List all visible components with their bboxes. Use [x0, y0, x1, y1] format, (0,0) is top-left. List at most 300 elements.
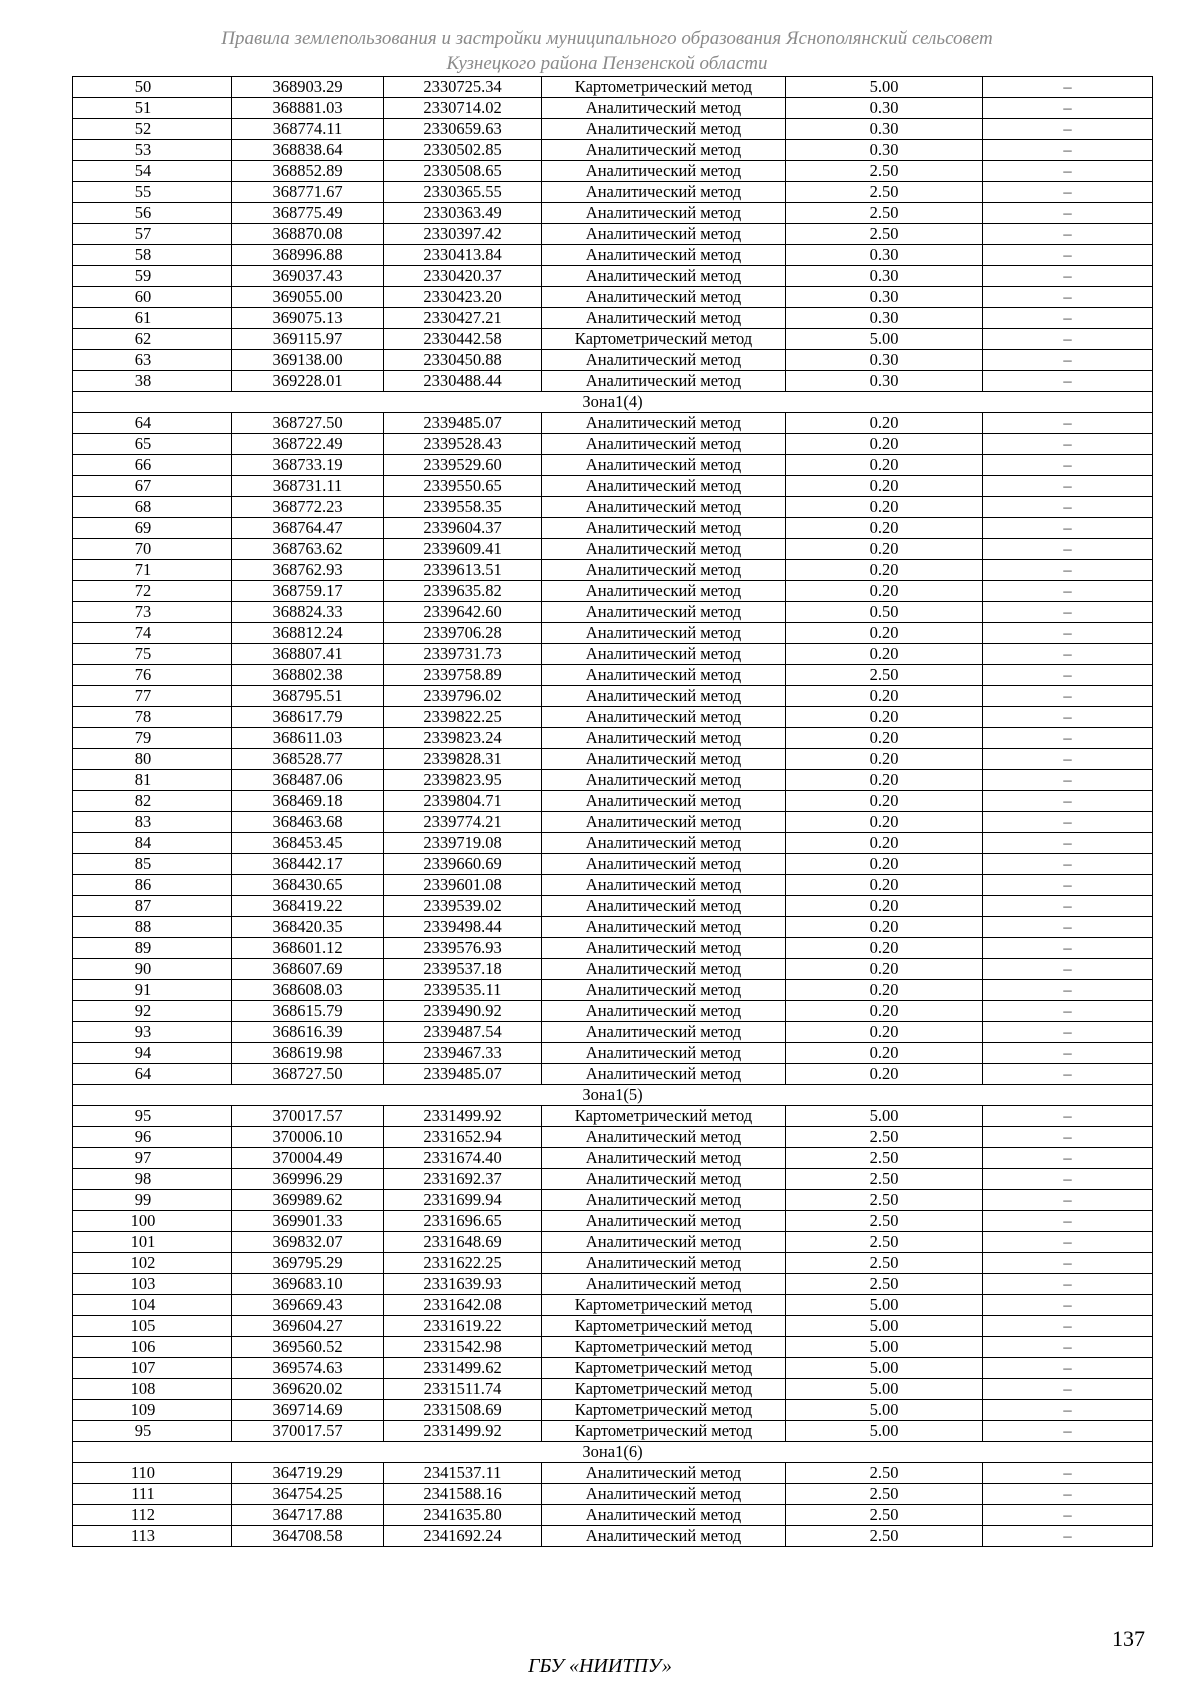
description-cell: –	[983, 581, 1153, 602]
description-cell: –	[983, 1274, 1153, 1295]
coordinate-x-cell: 369604.27	[232, 1316, 384, 1337]
table-row	[73, 1232, 1153, 1253]
method-cell: Аналитический метод	[542, 1064, 786, 1085]
precision-cell: 0.20	[786, 686, 983, 707]
precision-cell: 0.20	[786, 497, 983, 518]
method-cell: Аналитический метод	[542, 938, 786, 959]
table-row	[73, 812, 1153, 833]
description-cell: –	[983, 1190, 1153, 1211]
precision-cell: 5.00	[786, 1421, 983, 1442]
point-number-cell: 93	[73, 1022, 232, 1043]
description-cell: –	[983, 602, 1153, 623]
coordinate-y-cell: 2339498.44	[384, 917, 542, 938]
coordinate-y-cell: 2339576.93	[384, 938, 542, 959]
precision-cell: 0.20	[786, 833, 983, 854]
table-row	[73, 644, 1153, 665]
coordinate-y-cell: 2331499.92	[384, 1106, 542, 1127]
point-number-cell: 81	[73, 770, 232, 791]
description-cell: –	[983, 98, 1153, 119]
method-cell: Аналитический метод	[542, 1232, 786, 1253]
precision-cell: 0.20	[786, 875, 983, 896]
coordinate-x-cell: 368608.03	[232, 980, 384, 1001]
table-row	[73, 623, 1153, 644]
table-row	[73, 539, 1153, 560]
table-row	[73, 1295, 1153, 1316]
description-cell: –	[983, 917, 1153, 938]
description-cell: –	[983, 896, 1153, 917]
point-number-cell: 63	[73, 350, 232, 371]
coordinate-x-cell: 369075.13	[232, 308, 384, 329]
method-cell: Аналитический метод	[542, 581, 786, 602]
description-cell: –	[983, 854, 1153, 875]
table-row	[73, 266, 1153, 287]
precision-cell: 0.20	[786, 917, 983, 938]
point-number-cell: 70	[73, 539, 232, 560]
description-cell: –	[983, 560, 1153, 581]
description-cell: –	[983, 791, 1153, 812]
precision-cell: 2.50	[786, 1526, 983, 1547]
point-number-cell: 66	[73, 455, 232, 476]
method-cell: Аналитический метод	[542, 686, 786, 707]
precision-cell: 2.50	[786, 665, 983, 686]
coordinate-y-cell: 2330714.02	[384, 98, 542, 119]
table-row	[73, 245, 1153, 266]
coordinate-x-cell: 368419.22	[232, 896, 384, 917]
point-number-cell: 111	[73, 1484, 232, 1505]
coordinate-y-cell: 2339537.18	[384, 959, 542, 980]
point-number-cell: 89	[73, 938, 232, 959]
table-row	[73, 350, 1153, 371]
method-cell: Картометрический метод	[542, 1295, 786, 1316]
zone-header-row	[73, 1085, 1153, 1106]
precision-cell: 2.50	[786, 1274, 983, 1295]
method-cell: Аналитический метод	[542, 875, 786, 896]
point-number-cell: 56	[73, 203, 232, 224]
coordinate-x-cell: 368824.33	[232, 602, 384, 623]
table-row	[73, 329, 1153, 350]
point-number-cell: 71	[73, 560, 232, 581]
zone-label: Зона1(6)	[73, 1442, 1153, 1463]
table-row	[73, 1421, 1153, 1442]
coordinate-y-cell: 2331692.37	[384, 1169, 542, 1190]
point-number-cell: 95	[73, 1106, 232, 1127]
point-number-cell: 100	[73, 1211, 232, 1232]
method-cell: Аналитический метод	[542, 812, 786, 833]
coordinate-y-cell: 2330488.44	[384, 371, 542, 392]
coordinate-x-cell: 368453.45	[232, 833, 384, 854]
description-cell: –	[983, 119, 1153, 140]
method-cell: Картометрический метод	[542, 1316, 786, 1337]
zone-label: Зона1(5)	[73, 1085, 1153, 1106]
coordinate-y-cell: 2331699.94	[384, 1190, 542, 1211]
point-number-cell: 55	[73, 182, 232, 203]
coordinate-y-cell: 2331499.92	[384, 1421, 542, 1442]
point-number-cell: 101	[73, 1232, 232, 1253]
coordinate-x-cell: 368881.03	[232, 98, 384, 119]
description-cell: –	[983, 308, 1153, 329]
table-row	[73, 1127, 1153, 1148]
precision-cell: 0.20	[786, 1064, 983, 1085]
coordinate-x-cell: 369832.07	[232, 1232, 384, 1253]
description-cell: –	[983, 1106, 1153, 1127]
description-cell: –	[983, 476, 1153, 497]
point-number-cell: 108	[73, 1379, 232, 1400]
table-row	[73, 77, 1153, 98]
precision-cell: 5.00	[786, 1106, 983, 1127]
precision-cell: 5.00	[786, 1358, 983, 1379]
method-cell: Аналитический метод	[542, 1253, 786, 1274]
coordinate-y-cell: 2330450.88	[384, 350, 542, 371]
precision-cell: 0.30	[786, 266, 983, 287]
table-row	[73, 1190, 1153, 1211]
point-number-cell: 91	[73, 980, 232, 1001]
point-number-cell: 61	[73, 308, 232, 329]
coordinate-y-cell: 2339528.43	[384, 434, 542, 455]
description-cell: –	[983, 455, 1153, 476]
table-row	[73, 1463, 1153, 1484]
coordinate-y-cell: 2339529.60	[384, 455, 542, 476]
precision-cell: 5.00	[786, 1337, 983, 1358]
point-number-cell: 109	[73, 1400, 232, 1421]
coordinate-y-cell: 2339642.60	[384, 602, 542, 623]
precision-cell: 2.50	[786, 161, 983, 182]
method-cell: Аналитический метод	[542, 1043, 786, 1064]
table-row	[73, 602, 1153, 623]
description-cell: –	[983, 1148, 1153, 1169]
table-row	[73, 1211, 1153, 1232]
coordinate-x-cell: 364708.58	[232, 1526, 384, 1547]
method-cell: Аналитический метод	[542, 539, 786, 560]
coordinate-y-cell: 2339490.92	[384, 1001, 542, 1022]
coordinates-table	[72, 76, 1153, 1547]
coordinate-x-cell: 368771.67	[232, 182, 384, 203]
table-row	[73, 938, 1153, 959]
precision-cell: 0.20	[786, 455, 983, 476]
coordinate-x-cell: 370017.57	[232, 1421, 384, 1442]
coordinate-x-cell: 368903.29	[232, 77, 384, 98]
description-cell: –	[983, 1463, 1153, 1484]
zone-label: Зона1(4)	[73, 392, 1153, 413]
running-header	[72, 26, 1142, 76]
description-cell: –	[983, 1421, 1153, 1442]
coordinate-y-cell: 2339539.02	[384, 896, 542, 917]
coordinate-y-cell: 2341537.11	[384, 1463, 542, 1484]
precision-cell: 0.20	[786, 896, 983, 917]
table-row	[73, 1358, 1153, 1379]
table-row	[73, 182, 1153, 203]
coordinate-x-cell: 368601.12	[232, 938, 384, 959]
table-row	[73, 896, 1153, 917]
description-cell: –	[983, 1127, 1153, 1148]
method-cell: Аналитический метод	[542, 833, 786, 854]
table-row	[73, 1022, 1153, 1043]
description-cell: –	[983, 686, 1153, 707]
method-cell: Аналитический метод	[542, 1274, 786, 1295]
point-number-cell: 90	[73, 959, 232, 980]
description-cell: –	[983, 1295, 1153, 1316]
precision-cell: 5.00	[786, 77, 983, 98]
coordinate-y-cell: 2331622.25	[384, 1253, 542, 1274]
point-number-cell: 52	[73, 119, 232, 140]
table-row	[73, 728, 1153, 749]
table-row	[73, 980, 1153, 1001]
point-number-cell: 87	[73, 896, 232, 917]
method-cell: Аналитический метод	[542, 1022, 786, 1043]
coordinate-x-cell: 369138.00	[232, 350, 384, 371]
description-cell: –	[983, 1232, 1153, 1253]
coordinate-x-cell: 368727.50	[232, 413, 384, 434]
method-cell: Картометрический метод	[542, 1379, 786, 1400]
coordinate-y-cell: 2330502.85	[384, 140, 542, 161]
description-cell: –	[983, 1043, 1153, 1064]
coordinate-x-cell: 368759.17	[232, 581, 384, 602]
table-row	[73, 1400, 1153, 1421]
coordinate-y-cell: 2330659.63	[384, 119, 542, 140]
coordinate-x-cell: 369669.43	[232, 1295, 384, 1316]
method-cell: Аналитический метод	[542, 518, 786, 539]
coordinate-x-cell: 368722.49	[232, 434, 384, 455]
table-row	[73, 1043, 1153, 1064]
description-cell: –	[983, 1526, 1153, 1547]
description-cell: –	[983, 812, 1153, 833]
point-number-cell: 68	[73, 497, 232, 518]
coordinate-y-cell: 2339823.95	[384, 770, 542, 791]
point-number-cell: 77	[73, 686, 232, 707]
point-number-cell: 57	[73, 224, 232, 245]
table-row	[73, 434, 1153, 455]
description-cell: –	[983, 1064, 1153, 1085]
coordinate-x-cell: 369683.10	[232, 1274, 384, 1295]
point-number-cell: 62	[73, 329, 232, 350]
table-row	[73, 770, 1153, 791]
table-row	[73, 308, 1153, 329]
coordinate-y-cell: 2339796.02	[384, 686, 542, 707]
method-cell: Аналитический метод	[542, 497, 786, 518]
table-row	[73, 203, 1153, 224]
description-cell: –	[983, 497, 1153, 518]
method-cell: Аналитический метод	[542, 1169, 786, 1190]
description-cell: –	[983, 1022, 1153, 1043]
coordinate-y-cell: 2339550.65	[384, 476, 542, 497]
point-number-cell: 76	[73, 665, 232, 686]
method-cell: Аналитический метод	[542, 1001, 786, 1022]
point-number-cell: 60	[73, 287, 232, 308]
method-cell: Аналитический метод	[542, 791, 786, 812]
precision-cell: 2.50	[786, 1169, 983, 1190]
coordinate-x-cell: 369228.01	[232, 371, 384, 392]
coordinate-x-cell: 369795.29	[232, 1253, 384, 1274]
point-number-cell: 64	[73, 1064, 232, 1085]
table-row	[73, 1526, 1153, 1547]
point-number-cell: 105	[73, 1316, 232, 1337]
coordinate-y-cell: 2331696.65	[384, 1211, 542, 1232]
coordinate-x-cell: 368616.39	[232, 1022, 384, 1043]
method-cell: Аналитический метод	[542, 728, 786, 749]
coordinate-y-cell: 2339609.41	[384, 539, 542, 560]
point-number-cell: 69	[73, 518, 232, 539]
table-row	[73, 917, 1153, 938]
coordinate-y-cell: 2331619.22	[384, 1316, 542, 1337]
coordinate-x-cell: 370017.57	[232, 1106, 384, 1127]
description-cell: –	[983, 224, 1153, 245]
precision-cell: 0.20	[786, 518, 983, 539]
coordinate-y-cell: 2341692.24	[384, 1526, 542, 1547]
coordinate-x-cell: 369115.97	[232, 329, 384, 350]
description-cell: –	[983, 749, 1153, 770]
point-number-cell: 107	[73, 1358, 232, 1379]
method-cell: Аналитический метод	[542, 455, 786, 476]
table-row	[73, 224, 1153, 245]
table-row	[73, 287, 1153, 308]
method-cell: Аналитический метод	[542, 245, 786, 266]
method-cell: Аналитический метод	[542, 665, 786, 686]
precision-cell: 0.30	[786, 350, 983, 371]
description-cell: –	[983, 980, 1153, 1001]
table-row	[73, 833, 1153, 854]
description-cell: –	[983, 707, 1153, 728]
table-row	[73, 581, 1153, 602]
coordinate-x-cell: 364717.88	[232, 1505, 384, 1526]
coordinate-x-cell: 369055.00	[232, 287, 384, 308]
coordinate-x-cell: 368812.24	[232, 623, 384, 644]
method-cell: Аналитический метод	[542, 1463, 786, 1484]
table-row	[73, 1505, 1153, 1526]
method-cell: Аналитический метод	[542, 896, 786, 917]
coordinate-y-cell: 2339828.31	[384, 749, 542, 770]
coordinate-y-cell: 2339758.89	[384, 665, 542, 686]
coordinate-x-cell: 368775.49	[232, 203, 384, 224]
method-cell: Аналитический метод	[542, 959, 786, 980]
point-number-cell: 83	[73, 812, 232, 833]
coordinate-y-cell: 2331499.62	[384, 1358, 542, 1379]
coordinate-y-cell: 2339706.28	[384, 623, 542, 644]
table-row	[73, 665, 1153, 686]
coordinate-y-cell: 2331508.69	[384, 1400, 542, 1421]
coordinate-x-cell: 368774.11	[232, 119, 384, 140]
coordinate-y-cell: 2341635.80	[384, 1505, 542, 1526]
coordinate-x-cell: 368528.77	[232, 749, 384, 770]
method-cell: Аналитический метод	[542, 1127, 786, 1148]
coordinate-y-cell: 2331674.40	[384, 1148, 542, 1169]
precision-cell: 0.20	[786, 959, 983, 980]
method-cell: Аналитический метод	[542, 560, 786, 581]
point-number-cell: 85	[73, 854, 232, 875]
description-cell: –	[983, 518, 1153, 539]
point-number-cell: 74	[73, 623, 232, 644]
precision-cell: 2.50	[786, 1232, 983, 1253]
description-cell: –	[983, 413, 1153, 434]
coordinate-x-cell: 368764.47	[232, 518, 384, 539]
precision-cell: 0.30	[786, 119, 983, 140]
precision-cell: 0.30	[786, 245, 983, 266]
point-number-cell: 64	[73, 413, 232, 434]
coordinate-y-cell: 2330363.49	[384, 203, 542, 224]
description-cell: –	[983, 1316, 1153, 1337]
table-row	[73, 455, 1153, 476]
coordinate-x-cell: 368996.88	[232, 245, 384, 266]
description-cell: –	[983, 1400, 1153, 1421]
precision-cell: 0.30	[786, 140, 983, 161]
table-row	[73, 959, 1153, 980]
coordinate-x-cell: 368807.41	[232, 644, 384, 665]
coordinate-x-cell: 368430.65	[232, 875, 384, 896]
precision-cell: 0.20	[786, 980, 983, 1001]
table-row	[73, 371, 1153, 392]
coordinate-x-cell: 368619.98	[232, 1043, 384, 1064]
coordinate-x-cell: 369901.33	[232, 1211, 384, 1232]
precision-cell: 0.20	[786, 1022, 983, 1043]
table-row	[73, 1379, 1153, 1400]
description-cell: –	[983, 329, 1153, 350]
table-row	[73, 1337, 1153, 1358]
description-cell: –	[983, 182, 1153, 203]
coordinate-x-cell: 368838.64	[232, 140, 384, 161]
method-cell: Картометрический метод	[542, 77, 786, 98]
description-cell: –	[983, 245, 1153, 266]
coordinate-y-cell: 2331511.74	[384, 1379, 542, 1400]
table-row	[73, 854, 1153, 875]
coordinate-x-cell: 364719.29	[232, 1463, 384, 1484]
table-row	[73, 707, 1153, 728]
coordinate-x-cell: 368870.08	[232, 224, 384, 245]
point-number-cell: 113	[73, 1526, 232, 1547]
description-cell: –	[983, 1211, 1153, 1232]
description-cell: –	[983, 1337, 1153, 1358]
coordinate-x-cell: 368615.79	[232, 1001, 384, 1022]
method-cell: Аналитический метод	[542, 140, 786, 161]
point-number-cell: 65	[73, 434, 232, 455]
coordinates-table-body	[73, 77, 1153, 1547]
description-cell: –	[983, 623, 1153, 644]
page-footer: ГБУ «НИИТПУ»	[528, 1655, 672, 1677]
precision-cell: 2.50	[786, 1211, 983, 1232]
point-number-cell: 79	[73, 728, 232, 749]
precision-cell: 0.20	[786, 728, 983, 749]
point-number-cell: 73	[73, 602, 232, 623]
description-cell: –	[983, 833, 1153, 854]
point-number-cell: 72	[73, 581, 232, 602]
point-number-cell: 75	[73, 644, 232, 665]
point-number-cell: 78	[73, 707, 232, 728]
method-cell: Аналитический метод	[542, 266, 786, 287]
coordinate-y-cell: 2339613.51	[384, 560, 542, 581]
table-row	[73, 413, 1153, 434]
coordinate-x-cell: 370006.10	[232, 1127, 384, 1148]
coordinate-x-cell: 368607.69	[232, 959, 384, 980]
point-number-cell: 96	[73, 1127, 232, 1148]
method-cell: Аналитический метод	[542, 308, 786, 329]
point-number-cell: 110	[73, 1463, 232, 1484]
method-cell: Аналитический метод	[542, 350, 786, 371]
coordinate-y-cell: 2339635.82	[384, 581, 542, 602]
precision-cell: 0.30	[786, 371, 983, 392]
precision-cell: 0.20	[786, 434, 983, 455]
coordinate-y-cell: 2330420.37	[384, 266, 542, 287]
description-cell: –	[983, 875, 1153, 896]
description-cell: –	[983, 1169, 1153, 1190]
coordinate-x-cell: 368611.03	[232, 728, 384, 749]
precision-cell: 5.00	[786, 1379, 983, 1400]
description-cell: –	[983, 1484, 1153, 1505]
table-row	[73, 518, 1153, 539]
description-cell: –	[983, 161, 1153, 182]
precision-cell: 0.20	[786, 581, 983, 602]
coordinate-x-cell: 368772.23	[232, 497, 384, 518]
table-row	[73, 1148, 1153, 1169]
precision-cell: 0.20	[786, 812, 983, 833]
coordinate-y-cell: 2339487.54	[384, 1022, 542, 1043]
zone-header-row	[73, 1442, 1153, 1463]
